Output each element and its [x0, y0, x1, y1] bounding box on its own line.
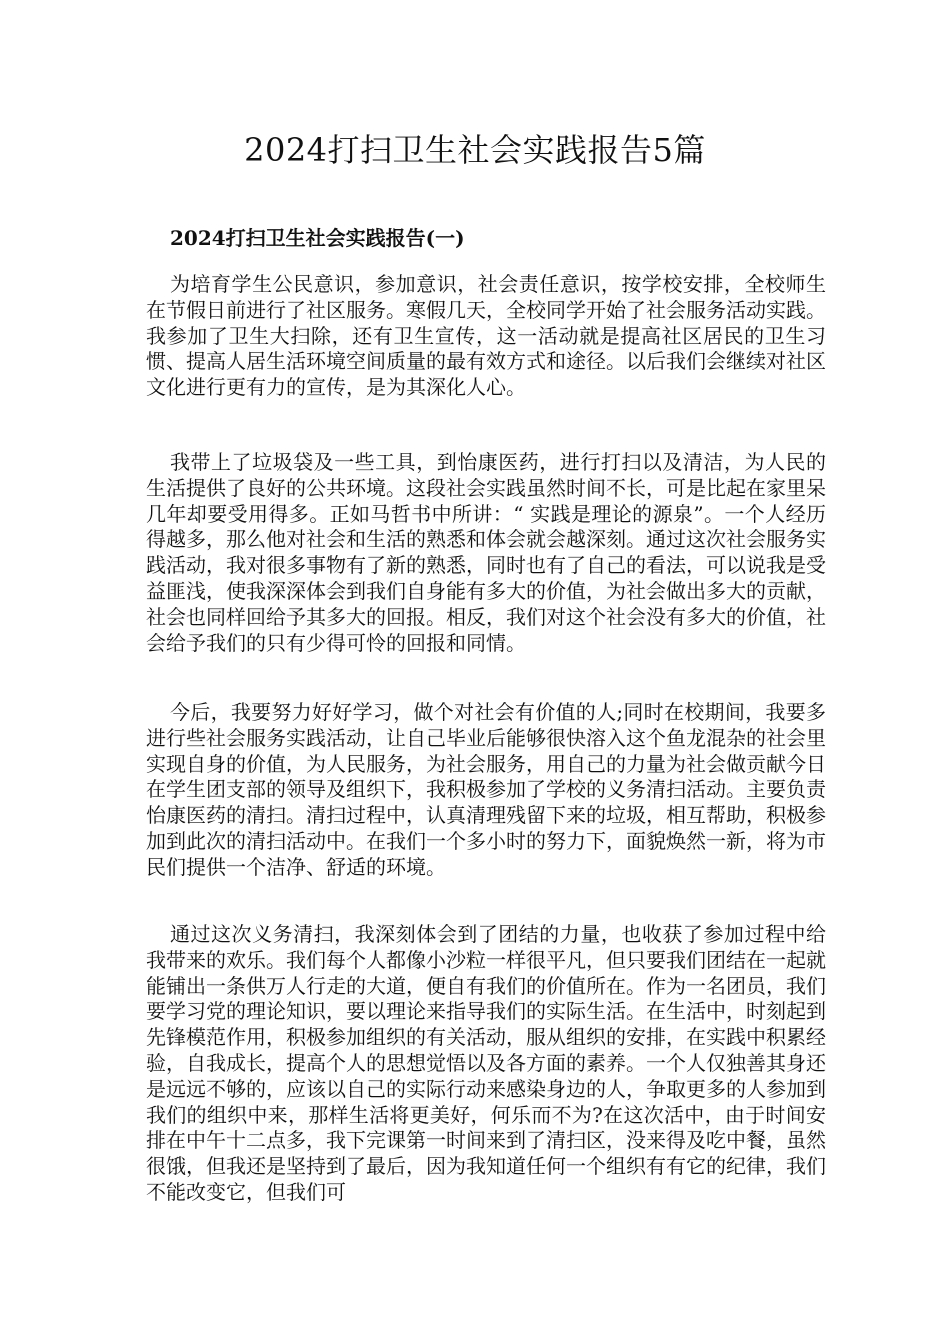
paragraph-2: 我带上了垃圾袋及一些工具，到怡康医药，进行打扫以及清洁，为人民的生活提供了良好的公共环境。这段社会实践虽然时间不长，可是比起在家里呆几年却要受用得多。正如马哲书中所讲：“ 实践是理论的源泉”。一个人经历得越多，那么他对社会和生活的熟悉和体会就会越深刻。通过这次社会服务实践活动，我对很多事物有了新的熟悉，同时也有了自己的看法，可以说我是受益匪浅，使我深深体会到我们自身能有多大的价值，为社会做出多大的贡献，社会也同样回给予其多大的回报。相反，我们对这个社会没有多大的价值，社会给予我们的只有少得可怜的回报和同情。 — [146, 450, 826, 655]
document-title: 2024打扫卫生社会实践报告5篇 — [244, 131, 706, 169]
paragraph-4: 通过这次义务清扫，我深刻体会到了团结的力量，也收获了参加过程中给我带来的欢乐。我们每个人都像小沙粒一样很平凡，但只要我们团结在一起就能铺出一条供万人行走的大道，便自有我们的价值所在。作为一名团员，我们要学习党的理论知识，要以理论来指导我们的实际生活。在生活中，时刻起到先锋模范作用，积极参加组织的有关活动，服从组织的安排，在实践中积累经验，自我成长，提高个人的思想觉悟以及各方面的素养。一个人仅独善其身还是远远不够的，应该以自己的实际行动来感染身边的人，争取更多的人参加到我们的组织中来，那样生活将更美好，何乐而不为?在这次活中，由于时间安排在中午十二点多，我下完课第一时间来到了清扫区，没来得及吃中餐，虽然很饿，但我还是坚持到了最后，因为我知道任何一个组织有有它的纪律，我们不能改变它，但我们可 — [146, 922, 826, 1204]
paragraph-3: 今后，我要努力好好学习，做个对社会有价值的人;同时在校期间，我要多进行些社会服务实践活动，让自己毕业后能够很快溶入这个鱼龙混杂的社会里实现自身的价值，为人民服务，为社会服务，用自己的力量为社会做贡献今日在学生团支部的领导及组织下，我积极参加了学校的义务清扫活动。主要负责怡康医药的清扫。清扫过程中，认真清理残留下来的垃圾，相互帮助，积极参加到此次的清扫活动中。在我们一个多小时的努力下，面貌焕然一新，将为市民们提供一个洁净、舒适的环境。 — [146, 700, 826, 879]
section-title: 2024打扫卫生社会实践报告(一) — [170, 226, 465, 250]
paragraph-1: 为培育学生公民意识，参加意识，社会责任意识，按学校安排，全校师生在节假日前进行了社区服务。寒假几天，全校同学开始了社会服务活动实践。我参加了卫生大扫除，还有卫生宣传，这一活动就是提高社区居民的卫生习惯、提高人居生活环境空间质量的最有效方式和途径。以后我们会继续对社区文化进行更有力的宣传，是为其深化人心。 — [146, 272, 826, 400]
